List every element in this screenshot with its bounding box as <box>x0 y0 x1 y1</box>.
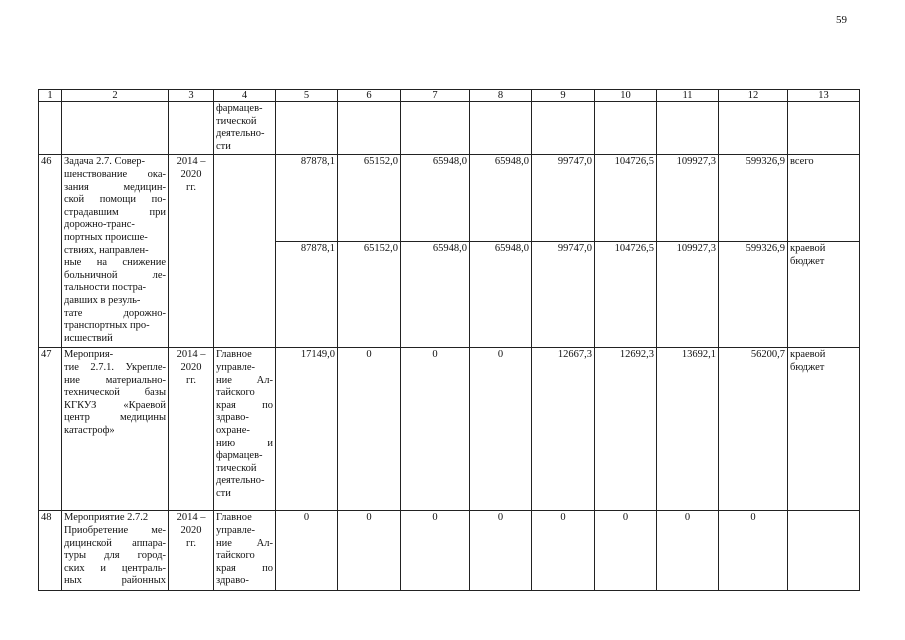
funding-source-cell <box>788 511 860 591</box>
task-cell: Мероприя- тие 2.7.1. Укрепле- ние материально- технической базы КГКУЗ «Краевой центр медицины катастроф» <box>62 348 169 511</box>
value-cell: 65948,0 <box>470 155 532 242</box>
program-table <box>38 89 860 591</box>
value-cell: 0 <box>470 348 532 511</box>
value-cell: 0 <box>401 348 470 511</box>
executor-cell: Главное управле- ние Ал- тайского края по здраво- охране- нию и фармацев- тической деятельно- сти <box>214 348 276 511</box>
value-cell: 0 <box>657 511 719 591</box>
header-cell: 3 <box>169 90 214 102</box>
value-cell: 599326,9 <box>719 155 788 242</box>
value-cell: 65948,0 <box>401 242 470 348</box>
value-cell: 12667,3 <box>532 348 595 511</box>
value-cell: 65152,0 <box>338 242 401 348</box>
value-cell: 0 <box>338 348 401 511</box>
period-cell: 2014 – 2020 гг. <box>169 155 214 348</box>
header-cell: 12 <box>719 90 788 102</box>
value-cell: 65948,0 <box>401 155 470 242</box>
header-cell: 7 <box>401 90 470 102</box>
value-cell: 0 <box>719 511 788 591</box>
header-cell: 6 <box>338 90 401 102</box>
executor-cell <box>214 155 276 348</box>
value-cell: 0 <box>595 511 657 591</box>
funding-source-cell: всего <box>788 155 860 242</box>
table-row-continuation <box>39 102 860 155</box>
header-cell: 8 <box>470 90 532 102</box>
value-cell: 0 <box>276 511 338 591</box>
value-cell: 87878,1 <box>276 242 338 348</box>
task-cell: Мероприятие 2.7.2 Приобретение ме- дицинской аппара- туры для город- ских и централь- ных районных <box>62 511 169 591</box>
value-cell: 0 <box>338 511 401 591</box>
value-cell: 109927,3 <box>657 242 719 348</box>
value-cell: 0 <box>470 511 532 591</box>
funding-source-cell: краевой бюджет <box>788 242 860 348</box>
header-cell: 2 <box>62 90 169 102</box>
header-cell: 10 <box>595 90 657 102</box>
header-cell: 5 <box>276 90 338 102</box>
value-cell: 599326,9 <box>719 242 788 348</box>
table-row-47 <box>39 348 860 511</box>
value-cell: 104726,5 <box>595 155 657 242</box>
value-cell: 17149,0 <box>276 348 338 511</box>
value-cell: 99747,0 <box>532 242 595 348</box>
period-cell: 2014 – 2020 гг. <box>169 348 214 511</box>
task-cell: Задача 2.7. Совер- шенствование ока- зания медицин- ской помощи по- страдавшим при дорожно-транс- портных происше- ствиях, направлен- ные на снижение больничной ле- тальности постра- давших в резуль- тате дорожно- транспортных про- исшествий <box>62 155 169 348</box>
value-cell: 12692,3 <box>595 348 657 511</box>
executor-cell: Главное управле- ние Ал- тайского края по здраво- <box>214 511 276 591</box>
header-cell: 13 <box>788 90 860 102</box>
value-cell: 87878,1 <box>276 155 338 242</box>
value-cell: 109927,3 <box>657 155 719 242</box>
period-cell: 2014 – 2020 гг. <box>169 511 214 591</box>
value-cell: 65948,0 <box>470 242 532 348</box>
value-cell: 0 <box>532 511 595 591</box>
header-cell: 9 <box>532 90 595 102</box>
row-number: 48 <box>39 511 62 591</box>
table-row-48 <box>39 511 860 591</box>
value-cell: 13692,1 <box>657 348 719 511</box>
executor-cell: фармацев- тической деятельно- сти <box>214 102 276 155</box>
header-cell: 11 <box>657 90 719 102</box>
header-cell: 4 <box>214 90 276 102</box>
header-cell: 1 <box>39 90 62 102</box>
value-cell: 65152,0 <box>338 155 401 242</box>
funding-source-cell: краевой бюджет <box>788 348 860 511</box>
page-number: 59 <box>836 14 847 26</box>
value-cell: 56200,7 <box>719 348 788 511</box>
table-row-46 <box>39 155 860 242</box>
value-cell: 104726,5 <box>595 242 657 348</box>
row-number: 47 <box>39 348 62 511</box>
row-number: 46 <box>39 155 62 348</box>
column-number-header <box>39 90 860 102</box>
value-cell: 99747,0 <box>532 155 595 242</box>
value-cell: 0 <box>401 511 470 591</box>
